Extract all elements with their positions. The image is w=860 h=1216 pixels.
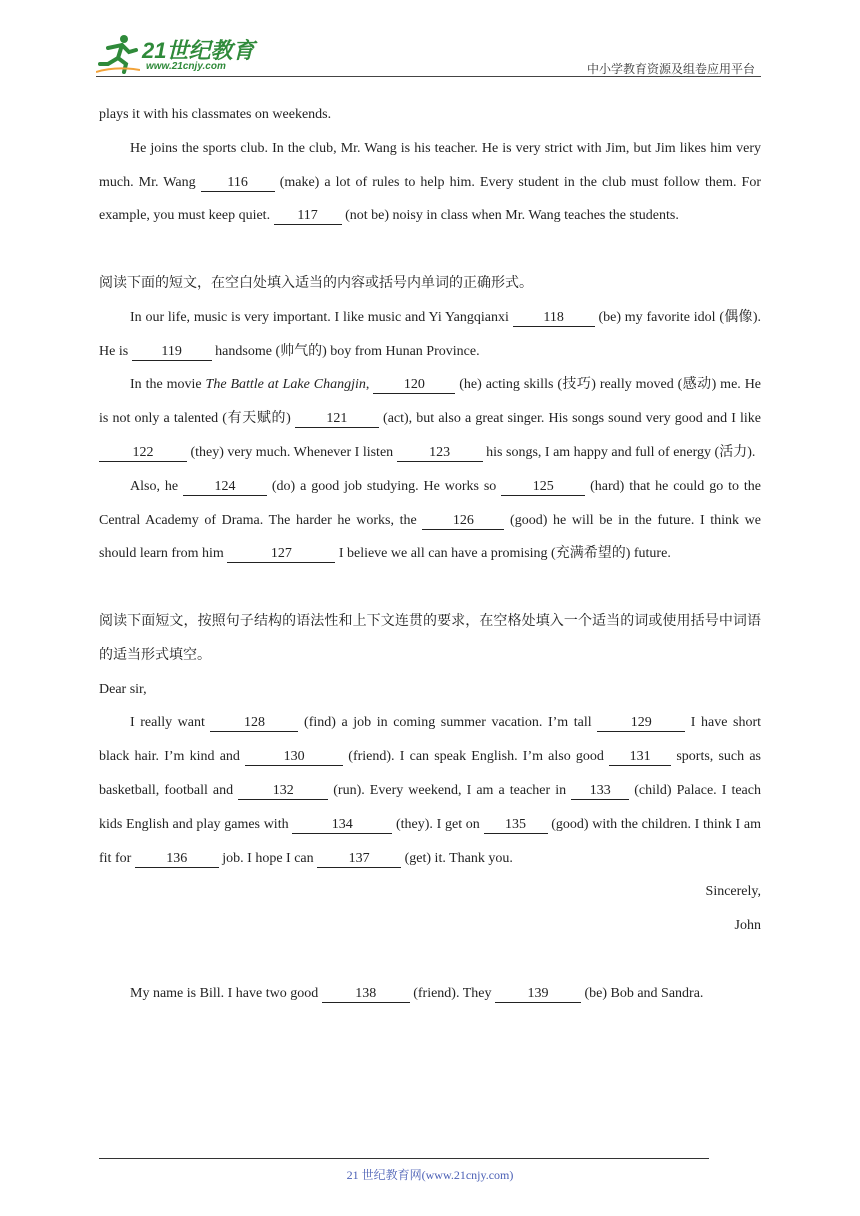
footer-divider: [99, 1158, 709, 1159]
paragraph: [99, 98, 761, 132]
answer-blank[interactable]: 129: [597, 714, 685, 732]
paragraph: [99, 706, 761, 875]
text-run: (find) a job in coming summer vacation. I’m tall: [298, 715, 598, 731]
section-instruction: 阅读下面的短文，在空白处填入适当的内容或括号内单词的正确形式。: [99, 275, 533, 291]
answer-blank[interactable]: 121: [295, 410, 379, 428]
answer-blank[interactable]: 131: [609, 748, 671, 766]
header-platform-text: 中小学教育资源及组卷应用平台: [586, 62, 755, 76]
text-run: I really want: [130, 715, 211, 731]
answer-blank[interactable]: 132: [238, 782, 328, 800]
paragraph: [99, 301, 761, 369]
runner-icon: [96, 34, 140, 74]
text-run: (be) my favorite idol (偶像). He is: [99, 309, 762, 359]
text-run: (not be) noisy in class when Mr. Wang teaches the students.: [341, 208, 679, 224]
text-run: (get) it. Thank you.: [401, 850, 513, 866]
text-run: I believe we all can have a promising (充满希望的) future.: [335, 546, 671, 562]
letter-closing: Sincerely,: [705, 884, 761, 900]
text-run: Also, he: [130, 478, 183, 494]
text-run: (be) Bob and Sandra.: [580, 985, 704, 1001]
answer-blank[interactable]: 139: [495, 985, 581, 1003]
answer-blank[interactable]: 118: [513, 309, 595, 327]
answer-blank[interactable]: 126: [422, 512, 504, 530]
paragraph: [99, 132, 761, 233]
text-run: his songs, I am happy and full of energy (活力).: [482, 444, 756, 460]
text-run: (he) acting skills (技巧) really moved (感动) me. He is not only a talented (有天赋的): [99, 377, 762, 427]
answer-blank[interactable]: 120: [373, 376, 455, 394]
letter-signature: John: [734, 918, 761, 934]
logo-main-text: 21世纪教育: [142, 38, 255, 63]
text-run: I have short black hair. I’m kind and: [99, 715, 761, 765]
answer-blank[interactable]: 136: [135, 850, 219, 868]
spacer: [99, 943, 761, 977]
answer-blank[interactable]: 133: [571, 782, 629, 800]
text-run: (good) with the children. I think I am fit for: [99, 816, 761, 866]
text-run: (act), but also a great singer. His songs sound very good and I like: [378, 411, 761, 427]
paragraph: [99, 977, 761, 1011]
text-run: My name is Bill. I have two good: [130, 985, 322, 1001]
answer-blank[interactable]: 124: [183, 478, 267, 496]
paragraph: [99, 368, 761, 469]
logo-url-text: www.21cnjy.com: [146, 61, 226, 72]
answer-blank[interactable]: 137: [317, 850, 401, 868]
footer-text: 21 世纪教育网(www.21cnjy.com): [346, 1168, 514, 1182]
page-header: [96, 30, 761, 78]
text-run: (child) Palace. I teach kids English and play games with: [99, 782, 761, 832]
text-run: handsome (帅气的) boy from Hunan Province.: [211, 343, 480, 359]
movie-title: The Battle at Lake Changjin: [205, 377, 366, 393]
text-run: He joins the sports club. In the club, Mr. Wang is his teacher. He is very strict with Jim, but Jim likes him very much. Mr. Wang: [99, 140, 761, 190]
site-logo: [96, 34, 266, 76]
answer-blank[interactable]: 127: [227, 545, 335, 563]
text-run: (friend). I can speak English. I’m also good: [343, 749, 610, 765]
answer-blank[interactable]: 130: [245, 748, 343, 766]
answer-blank[interactable]: 125: [501, 478, 585, 496]
answer-blank[interactable]: 119: [132, 343, 212, 361]
text-run: (good) he will be in the future. I think we should learn from him: [99, 512, 761, 562]
answer-blank[interactable]: 128: [210, 714, 298, 732]
paragraph: [99, 470, 761, 571]
answer-blank[interactable]: 138: [322, 985, 410, 1003]
answer-blank[interactable]: 135: [484, 816, 548, 834]
spacer: [99, 571, 761, 605]
text-run: (they) very much. Whenever I listen: [187, 444, 397, 460]
text-run: job. I hope I can: [218, 850, 318, 866]
text-run: (friend). They: [409, 985, 495, 1001]
answer-blank[interactable]: 122: [99, 444, 187, 462]
header-divider: [96, 76, 761, 77]
answer-blank[interactable]: 117: [274, 207, 342, 225]
text-run: (they). I get on: [392, 816, 484, 832]
text-run: (hard) that he could go to the Central Academy of Drama. The harder he works, the: [99, 478, 761, 528]
answer-blank[interactable]: 116: [201, 174, 275, 192]
paragraph-text: plays it with his classmates on weekends.: [99, 107, 332, 122]
text-run: In the movie: [130, 377, 206, 393]
text-run: (make) a lot of rules to help him. Every student in the club must follow them. For example, you must keep quiet.: [99, 174, 761, 224]
text-run: (run). Every weekend, I am a teacher in: [328, 782, 572, 798]
text-run: sports, such as basketball, football and: [99, 749, 761, 798]
answer-blank[interactable]: 123: [397, 444, 483, 462]
text-run: (do) a good job studying. He works so: [266, 478, 502, 494]
section-instruction: 阅读下面短文，按照句子结构的语法性和上下文连贯的要求，在空格处填入一个适当的词或使用括号中词语的适当形式填空。: [99, 613, 761, 663]
spacer: [99, 233, 761, 267]
answer-blank[interactable]: 134: [292, 816, 392, 834]
text-run: In our life, music is very important. I like music and Yi Yangqianxi: [130, 309, 513, 325]
letter-greeting: Dear sir,: [99, 681, 147, 697]
document-body: [99, 98, 761, 1011]
text-run: ,: [365, 377, 374, 393]
